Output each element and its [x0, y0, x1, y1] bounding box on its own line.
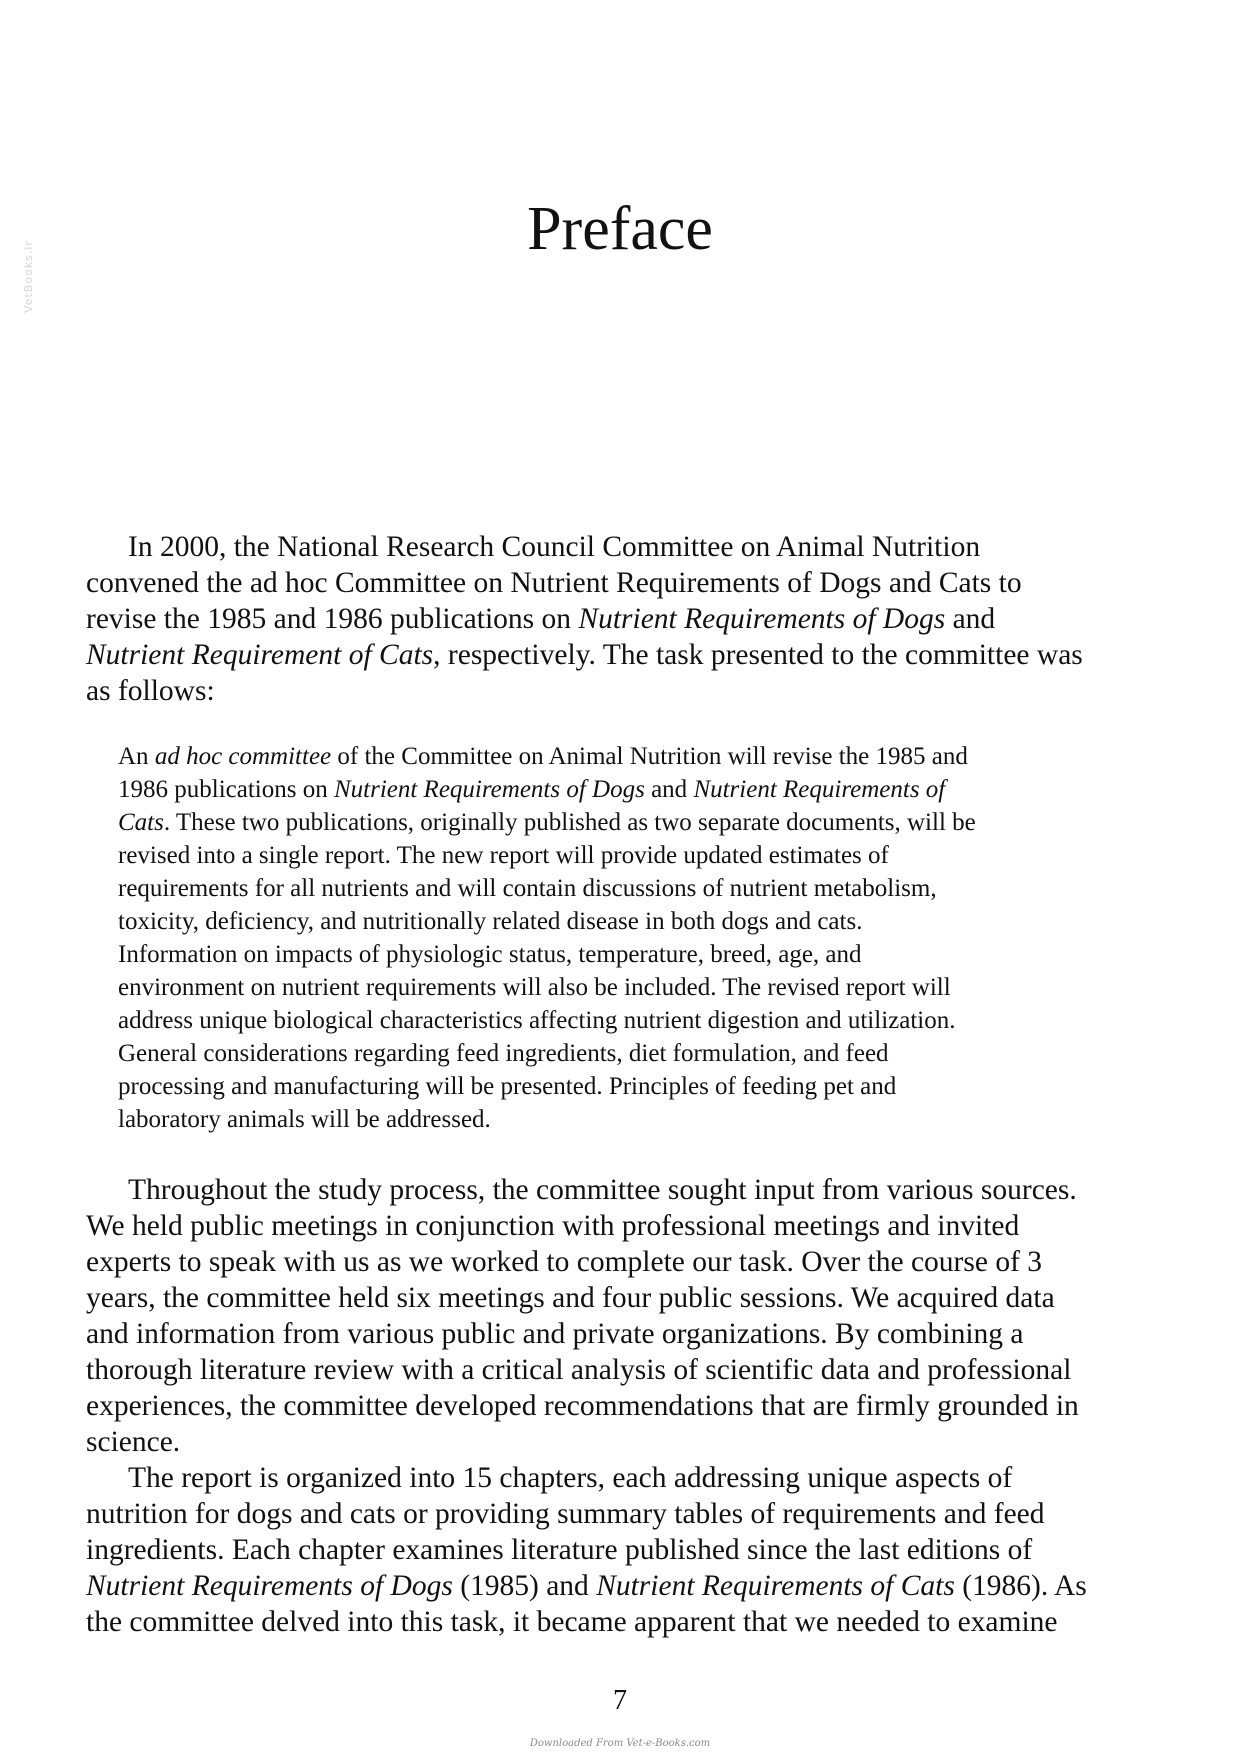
- quote-line: environment on nutrient requirements will also be included. The revised report will: [118, 974, 951, 1001]
- quote-line: revised into a single report. The new report will provide updated estimates of: [118, 842, 889, 869]
- quote-line: toxicity, deficiency, and nutritionally related disease in both dogs and cats.: [118, 908, 863, 935]
- paragraph-study-process: [86, 1172, 1166, 1460]
- page-number: 7: [613, 1685, 627, 1716]
- quote-line: General considerations regarding feed ingredients, diet formulation, and feed: [118, 1040, 889, 1067]
- quote-line: An ad hoc committee of the Committee on Animal Nutrition will revise the 1985 and: [118, 743, 968, 770]
- text-line: years, the committee held six meetings and four public sessions. We acquired data: [86, 1282, 1055, 1314]
- paragraph-report-organization: [86, 1460, 1166, 1640]
- quote-line: requirements for all nutrients and will contain discussions of nutrient metabolism,: [118, 875, 937, 902]
- quote-line: Information on impacts of physiologic status, temperature, breed, age, and: [118, 941, 862, 968]
- text-line: The report is organized into 15 chapters, each addressing unique aspects of: [128, 1462, 1013, 1494]
- task-block-quote: [118, 740, 1118, 1136]
- italic-title: Nutrient Requirements of Dogs: [333, 776, 645, 803]
- italic-title: Nutrient Requirement of Cats: [86, 639, 434, 671]
- text-line: and information from various public and private organizations. By combining a: [86, 1318, 1024, 1350]
- page-title: Preface: [527, 195, 713, 263]
- text-line: revise the 1985 and 1986 publications on Nutrient Requirements of Dogs and: [86, 603, 996, 635]
- text-line: ingredients. Each chapter examines literature published since the last editions of: [86, 1534, 1033, 1566]
- text-line: experiences, the committee developed recommendations that are firmly grounded in: [86, 1390, 1079, 1422]
- italic-title: Nutrient Requirements of Dogs: [578, 603, 946, 635]
- text-line: Nutrient Requirement of Cats, respectively. The task presented to the committee was: [86, 639, 1083, 671]
- italic-title: Nutrient Requirements of Cats: [596, 1570, 955, 1602]
- text-line: science.: [86, 1426, 181, 1458]
- text-line: nutrition for dogs and cats or providing summary tables of requirements and feed: [86, 1498, 1045, 1530]
- text-line: as follows:: [86, 675, 215, 707]
- italic-title: Cats: [118, 809, 164, 836]
- quote-line: processing and manufacturing will be presented. Principles of feeding pet and: [118, 1073, 897, 1100]
- italic-title: Nutrient Requirements of: [693, 776, 946, 803]
- side-watermark: VetBooks.ir: [21, 240, 35, 313]
- quote-line: Cats. These two publications, originally published as two separate documents, will be: [118, 809, 976, 836]
- text-line: the committee delved into this task, it became apparent that we needed to examine: [86, 1606, 1058, 1638]
- quote-line: laboratory animals will be addressed.: [118, 1106, 491, 1133]
- text-line: Nutrient Requirements of Dogs (1985) and Nutrient Requirements of Cats (1986). As: [86, 1570, 1087, 1602]
- quote-line: 1986 publications on Nutrient Requirements of Dogs and Nutrient Requirements of: [118, 776, 946, 803]
- italic-title: Nutrient Requirements of Dogs: [86, 1570, 453, 1602]
- text-line: Throughout the study process, the committee sought input from various sources.: [128, 1174, 1077, 1206]
- paragraph-intro: [86, 529, 1166, 709]
- text-line: thorough literature review with a critical analysis of scientific data and professional: [86, 1354, 1072, 1386]
- footer-watermark: Downloaded From Vet-e-Books.com: [529, 1738, 711, 1749]
- text-line: In 2000, the National Research Council Committee on Animal Nutrition: [128, 531, 981, 563]
- text-line: experts to speak with us as we worked to complete our task. Over the course of 3: [86, 1246, 1043, 1278]
- quote-line: address unique biological characteristics affecting nutrient digestion and utilization.: [118, 1007, 956, 1034]
- italic-phrase: ad hoc committee: [154, 743, 332, 770]
- text-line: convened the ad hoc Committee on Nutrient Requirements of Dogs and Cats to: [86, 567, 1022, 599]
- text-line: We held public meetings in conjunction with professional meetings and invited: [86, 1210, 1020, 1242]
